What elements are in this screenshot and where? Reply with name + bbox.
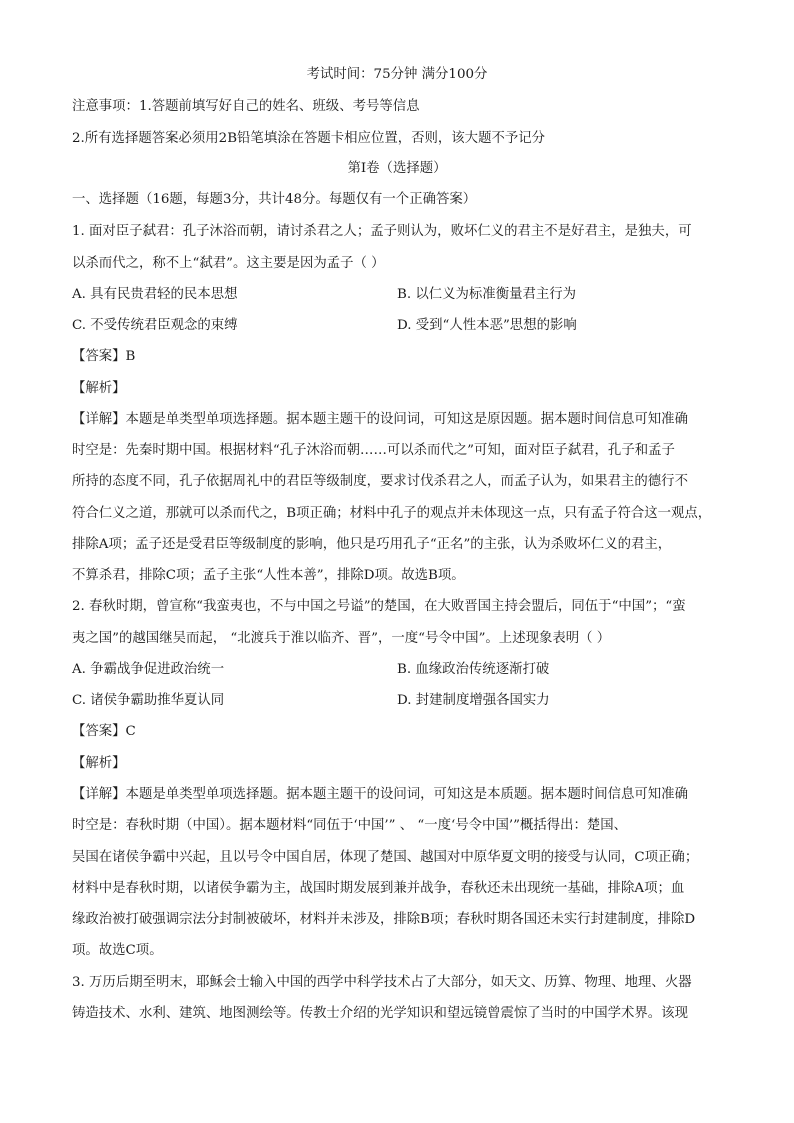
notice-line-1: 注意事项：1.答题前填写好自己的姓名、班级、考号等信息 [72,99,420,114]
q2-detail-line: 时空是：春秋时期（中国）。据本题材料“同伍于‘中国’” 、 “一度‘号令中国’”概括得出：楚国、 [72,818,628,833]
q2-analysis-label: 【解析】 [72,756,126,771]
q1-option-d: D. 受到“人性本恶”思想的影响 [397,318,577,333]
q2-detail-line: 【详解】本题是单类型单项选择题。据本题主题干的设问词，可知这是本质题。据本题时间信息可知准确 [72,787,688,802]
q2-option-c: C. 诸侯争霸助推华夏认同 [72,693,225,708]
q2-stem-line-1: 2. 春秋时期，曾宣称“我蛮夷也，不与中国之号谥”的楚国，在大败晋国主持会盟后，同伍于“中国”；“蛮 [72,599,686,614]
q1-option-a: A. 具有民贵君轻的民本思想 [72,287,238,302]
q1-detail-line: 所持的态度不同，孔子依据周礼中的君臣等级制度，要求讨伐杀君之人，而孟子认为，如果君主的德行不 [72,474,688,489]
q2-answer: 【答案】C [72,724,136,739]
volume-title: 第Ⅰ卷（选择题） [347,161,447,176]
q1-detail-line: 时空是：先秦时期中国。根据材料“孔子沐浴而朝……可以杀而代之”可知，面对臣子弑君，孔子和孟子 [72,443,675,458]
q1-detail-line: 【详解】本题是单类型单项选择题。据本题主题干的设问词，可知这是原因题。据本题时间信息可知准确 [72,412,688,427]
q1-analysis-label: 【解析】 [72,381,126,396]
q1-detail-line: 排除A项；孟子还是受君臣等级制度的影响，他只是巧用孔子“正名”的主张，认为杀败坏仁义的君主， [72,537,672,552]
q1-detail-line: 符合仁义之道，那就可以杀而代之，B项正确；材料中孔子的观点并未体现这一点，只有孟子符合这一观点， [72,506,712,521]
q1-stem-line-2: 以杀而代之，称不上“弑君”。这主要是因为孟子（ ） [72,256,385,271]
q2-option-b: B. 血缘政治传统逐渐打破 [397,662,550,677]
notice-line-2: 2.所有选择题答案必须用2B铅笔填涂在答题卡相应位置，否则，该大题不予记分 [72,131,546,146]
q2-detail-line: 缘政治被打破强调宗法分封制被破坏，材料并未涉及，排除B项；春秋时期各国还未实行封建制度，排除D [72,912,696,927]
q1-stem-line-1: 1. 面对臣子弑君：孔子沐浴而朝，请讨杀君之人；孟子则认为，败坏仁义的君主不是好君主，是独夫，可 [72,224,692,239]
q2-option-d: D. 封建制度增强各国实力 [397,693,550,708]
q1-option-b: B. 以仁义为标准衡量君主行为 [397,287,577,302]
section-title: 一、选择题（16题，每题3分，共计48分。每题仅有一个正确答案） [72,192,477,207]
q2-detail-line: 吴国在诸侯争霸中兴起，且以号令中国自居，体现了楚国、越国对中原华夏文明的接受与认同，C项正确； [72,850,699,865]
q1-answer: 【答案】B [72,349,136,364]
q1-option-c: C. 不受传统君臣观念的束缚 [72,318,238,333]
exam-info: 考试时间：75分钟 满分100分 [306,67,488,82]
q3-stem-line-1: 3. 万历后期至明末，耶稣会士输入中国的西学中科学技术占了大部分，如天文、历算、物理、地理、火器 [72,975,692,990]
q1-detail-line: 不算杀君，排除C项；孟子主张“人性本善”，排除D项。故选B项。 [72,568,465,583]
q2-option-a: A. 争霸战争促进政治统一 [72,662,225,677]
q2-detail-line: 材料中是春秋时期，以诸侯争霸为主，战国时期发展到兼并战争，春秋还未出现统一基础，排除A项；血 [72,881,685,896]
q3-stem-line-2: 铸造技术、水利、建筑、地图测绘等。传教士介绍的光学知识和望远镜曾震惊了当时的中国学术界。该现 [72,1006,688,1021]
q2-detail-line: 项。故选C项。 [72,943,163,958]
q2-stem-line-2: 夷之国”的越国继吴而起， “北渡兵于淮以临齐、晋”，一度“号令中国”。上述现象表明（ ） [72,631,611,646]
